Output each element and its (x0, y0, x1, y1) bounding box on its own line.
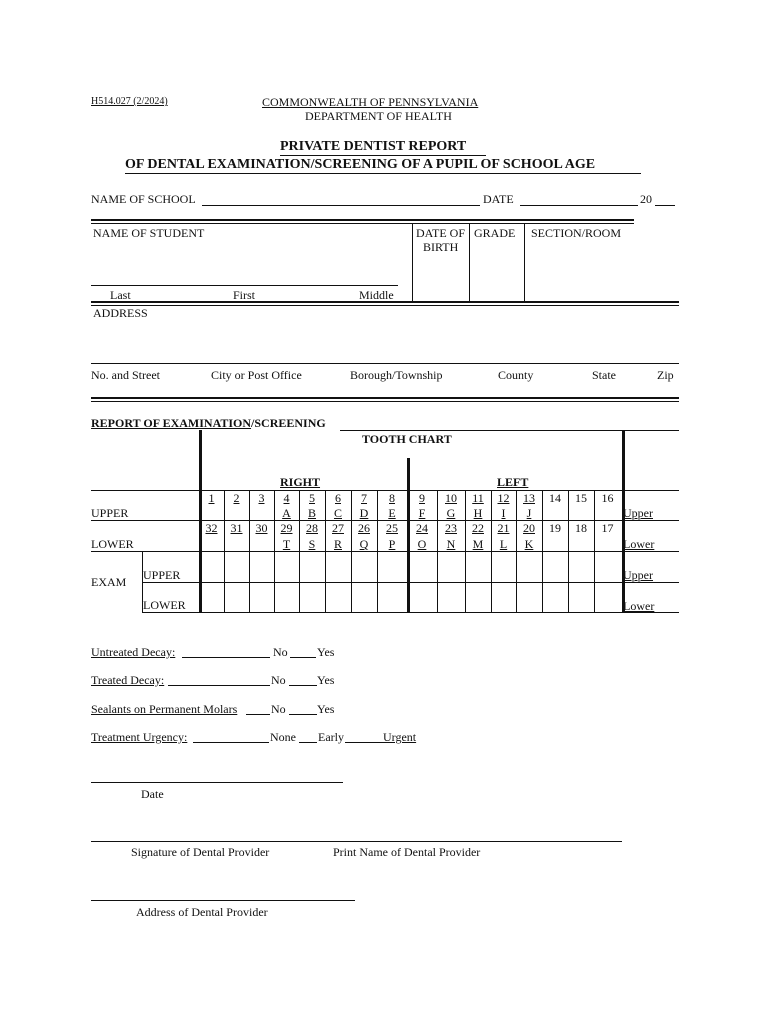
last-name-label: Last (110, 288, 131, 302)
tooth-lower-letter: K (524, 537, 534, 551)
urgency-early-option[interactable]: Early (318, 730, 344, 744)
tooth-upper-number: 9 (419, 491, 425, 505)
tooth-upper-number: 8 (389, 491, 395, 505)
tooth-upper-letter: D (359, 506, 369, 520)
tooth-lower-letter: L (499, 537, 508, 551)
tooth-lower-number: 32 (205, 521, 218, 535)
dob-label-2: BIRTH (423, 240, 459, 254)
student-block-bottom-2 (91, 305, 679, 306)
tooth-lower-number: 31 (230, 521, 243, 535)
untreated-yes-option[interactable]: Yes (317, 645, 335, 659)
tooth-lower-letter: Q (359, 537, 369, 551)
tooth-upper-number: 4 (283, 491, 290, 505)
exam-side-lower-label: Lower (623, 599, 655, 613)
report-heading-part2: /SCREENING (251, 416, 326, 430)
tooth-upper-number: 11 (472, 491, 484, 505)
title-underline-1 (280, 155, 486, 156)
divider (193, 742, 269, 743)
year-field[interactable] (655, 205, 675, 206)
divider (289, 714, 317, 715)
grade-label: GRADE (474, 226, 516, 240)
divider (246, 714, 270, 715)
tooth-upper-number: 14 (549, 491, 561, 505)
address-block-bottom-2 (91, 401, 679, 402)
exam-label: EXAM (91, 575, 127, 589)
sealants-yes-option[interactable]: Yes (317, 702, 335, 716)
divider (289, 685, 317, 686)
chart-column-line (594, 490, 595, 612)
exam-side-upper-label: Upper (623, 568, 653, 582)
year-prefix: 20 (640, 192, 652, 206)
tooth-lower-letter: M (472, 537, 484, 551)
tooth-lower-number: 27 (332, 521, 344, 535)
tooth-lower-number: 30 (255, 521, 268, 535)
tooth-lower-number: 21 (497, 521, 510, 535)
address-street-label: No. and Street (91, 368, 160, 382)
date-signature-field[interactable] (91, 782, 343, 783)
tooth-upper-letter: A (282, 506, 291, 520)
right-label: RIGHT (280, 475, 321, 489)
address-block-bottom (91, 397, 679, 399)
signature-date-label: Date (141, 787, 164, 801)
address-city-label: City or Post Office (211, 368, 302, 382)
tooth-upper-number: 10 (445, 491, 457, 505)
treated-no-option[interactable]: No (271, 673, 286, 687)
tooth-upper-number: 16 (601, 491, 614, 505)
chart-column-line (542, 490, 543, 612)
tooth-upper-number: 13 (523, 491, 535, 505)
address-zip-label: Zip (657, 368, 674, 382)
tooth-upper-number: 6 (335, 491, 341, 505)
sealants-label: Sealants on Permanent Molars (91, 702, 238, 716)
student-name-label: NAME OF STUDENT (93, 226, 205, 240)
title-line-1: PRIVATE DENTIST REPORT (280, 139, 467, 154)
address-borough-label: Borough/Township (350, 368, 443, 382)
tooth-lower-number: 19 (549, 521, 561, 535)
school-name-label: NAME OF SCHOOL (91, 192, 196, 206)
tooth-upper-letter: F (418, 506, 426, 520)
chart-row-line (142, 612, 679, 613)
chart-column-line (224, 490, 225, 612)
tooth-upper-number: 1 (208, 491, 215, 505)
date-field[interactable] (520, 205, 638, 206)
tooth-chart-title: TOOTH CHART (362, 432, 452, 446)
middle-name-label: Middle (359, 288, 394, 302)
tooth-upper-letter: I (501, 506, 506, 520)
divider (469, 223, 470, 303)
tooth-upper-letter: J (526, 506, 532, 520)
tooth-upper-letter: H (473, 506, 483, 520)
chart-left-border (199, 430, 202, 612)
address-county-label: County (498, 368, 534, 382)
divider (182, 657, 270, 658)
urgency-label: Treatment Urgency: (91, 730, 188, 744)
tooth-lower-number: 28 (306, 521, 318, 535)
divider (299, 742, 317, 743)
tooth-upper-letter: E (388, 506, 396, 520)
divider (345, 742, 383, 743)
address-label: ADDRESS (93, 306, 148, 320)
student-name-field[interactable] (91, 285, 398, 286)
exam-lower-label: LOWER (143, 598, 186, 612)
side-lower-label: Lower (623, 537, 655, 551)
tooth-upper-number: 5 (309, 491, 315, 505)
provider-print-name-label: Print Name of Dental Provider (333, 845, 481, 859)
first-name-label: First (233, 288, 256, 302)
tooth-upper-number: 3 (258, 491, 265, 505)
tooth-lower-number: 25 (386, 521, 398, 535)
address-state-label: State (592, 368, 616, 382)
student-block-top (91, 219, 634, 221)
tooth-lower-number: 24 (416, 521, 428, 535)
tooth-upper-number: 7 (361, 491, 367, 505)
treated-decay-label: Treated Decay: (91, 673, 165, 687)
date-label: DATE (483, 192, 514, 206)
tooth-lower-number: 17 (601, 521, 614, 535)
school-name-field[interactable] (202, 205, 480, 206)
tooth-lower-letter: N (446, 537, 456, 551)
dob-label-1: DATE OF (416, 226, 466, 240)
chart-row-line (91, 520, 679, 521)
left-label: LEFT (497, 475, 529, 489)
tooth-lower-letter: R (333, 537, 342, 551)
title-underline-2 (125, 173, 641, 174)
student-block-bottom (91, 301, 679, 303)
tooth-lower-letter: S (308, 537, 316, 551)
side-upper-label: Upper (623, 506, 653, 520)
address-field[interactable] (91, 363, 679, 364)
tooth-lower-letter: T (282, 537, 291, 551)
urgency-none-option[interactable]: None (270, 730, 296, 744)
chart-row-line (91, 490, 679, 491)
chart-row-line (91, 551, 679, 552)
provider-address-label: Address of Dental Provider (136, 905, 268, 919)
report-heading-line (340, 430, 679, 431)
tooth-lower-number: 22 (472, 521, 484, 535)
tooth-lower-number: 23 (445, 521, 457, 535)
divider (524, 223, 525, 303)
upper-label: UPPER (91, 506, 129, 520)
untreated-decay-label: Untreated Decay: (91, 645, 176, 659)
provider-signature-label: Signature of Dental Provider (131, 845, 270, 859)
lower-label: LOWER (91, 537, 134, 551)
report-heading-part1: REPORT OF EXAMINATION (91, 416, 252, 430)
agency-line-1: COMMONWEALTH OF PENNSYLVANIA (262, 95, 479, 109)
chart-right-border (622, 430, 625, 612)
title-line-2: OF DENTAL EXAMINATION/SCREENING OF A PUPIL OF SCHOOL AGE (125, 157, 596, 172)
student-block-top-2 (91, 223, 634, 224)
tooth-lower-letter: P (388, 537, 396, 551)
chart-column-line (249, 490, 250, 612)
tooth-upper-number: 12 (497, 491, 510, 505)
chart-midline (407, 458, 410, 612)
section-label: SECTION/ROOM (531, 226, 622, 240)
exam-upper-label: UPPER (143, 568, 181, 582)
divider (168, 685, 270, 686)
tooth-upper-letter: B (307, 506, 316, 520)
provider-address-field[interactable] (91, 900, 355, 901)
untreated-no-option[interactable]: No (273, 645, 288, 659)
tooth-upper-letter: C (333, 506, 342, 520)
tooth-upper-number: 15 (575, 491, 587, 505)
divider (412, 223, 413, 303)
tooth-lower-number: 26 (358, 521, 370, 535)
tooth-lower-letter: O (417, 537, 427, 551)
urgency-urgent-option[interactable]: Urgent (383, 730, 417, 744)
provider-signature-field[interactable] (91, 841, 622, 842)
tooth-lower-number: 29 (280, 521, 293, 535)
tooth-upper-letter: G (446, 506, 456, 520)
tooth-lower-number: 18 (575, 521, 587, 535)
divider (290, 657, 316, 658)
report-heading (91, 417, 326, 429)
tooth-lower-number: 20 (523, 521, 535, 535)
treated-yes-option[interactable]: Yes (317, 673, 335, 687)
form-number: H514.027 (2/2024) (91, 96, 168, 107)
tooth-upper-number: 2 (233, 491, 240, 505)
chart-column-line (568, 490, 569, 612)
agency-line-2: DEPARTMENT OF HEALTH (305, 109, 452, 123)
sealants-no-option[interactable]: No (271, 702, 286, 716)
chart-row-line (142, 582, 679, 583)
